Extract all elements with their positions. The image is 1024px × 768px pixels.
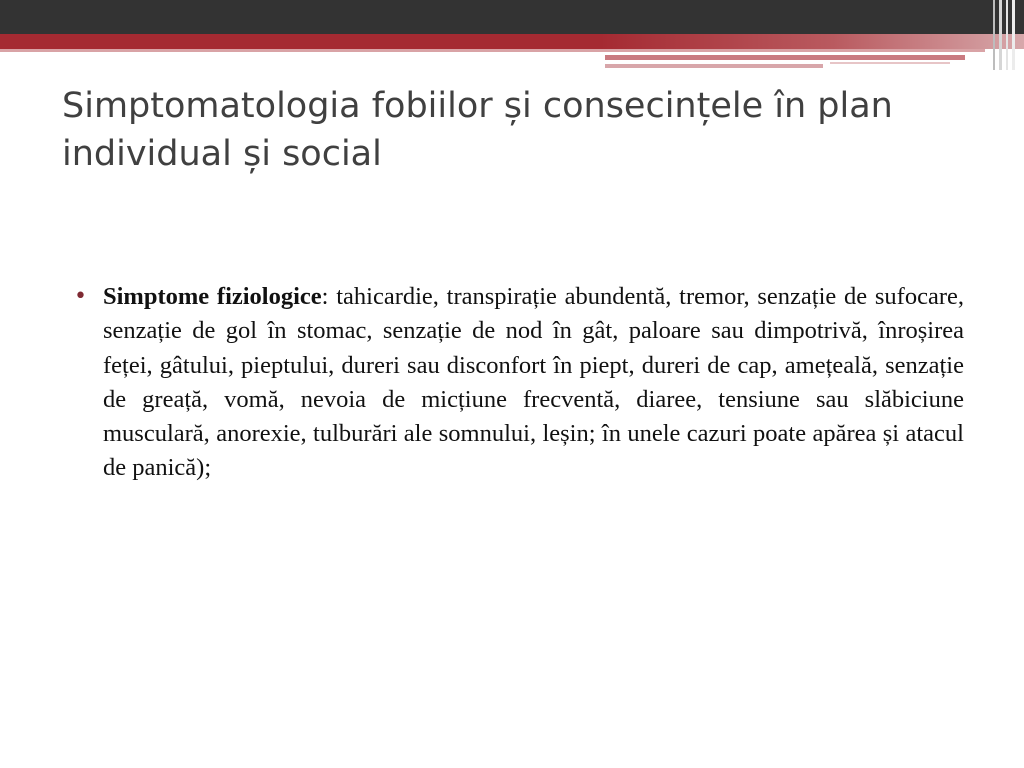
header-vertical-line	[1012, 0, 1015, 70]
header-dark-bar	[0, 0, 1024, 34]
header-stripe	[830, 62, 950, 64]
header-stripe	[605, 55, 965, 60]
bullet-item	[74, 280, 964, 486]
header-vertical-line	[993, 0, 995, 70]
bullet-lead: Simptome fiziologice	[103, 283, 322, 310]
header-red-gradient	[600, 34, 1024, 49]
bullet-list	[74, 280, 964, 486]
header-stripe	[0, 49, 985, 52]
header-vertical-line	[999, 0, 1002, 70]
slide-content	[74, 280, 964, 486]
bullet-text: : tahicardie, transpirație abundentă, tremor, senzație de sufocare, senzație de gol în stomac, senzație de nod în gât, paloare sau dimpotrivă, înroșirea feței, gâtului, pieptului, dureri sau disconfort în piept, dureri de cap, amețeală, senzație de greață, vomă, nevoia de micțiune frecventă, diaree, tensiune sau slăbiciune musculară, anorexie, tulburări ale somnului, leșin; în unele cazuri poate apărea și atacul de panică);	[103, 283, 964, 482]
bullet-icon: •	[74, 284, 87, 309]
header-stripe	[605, 64, 823, 68]
slide-title: Simptomatologia fobiilor și consecințele în plan individual și social	[62, 86, 893, 174]
header-vertical-line	[1006, 0, 1008, 70]
